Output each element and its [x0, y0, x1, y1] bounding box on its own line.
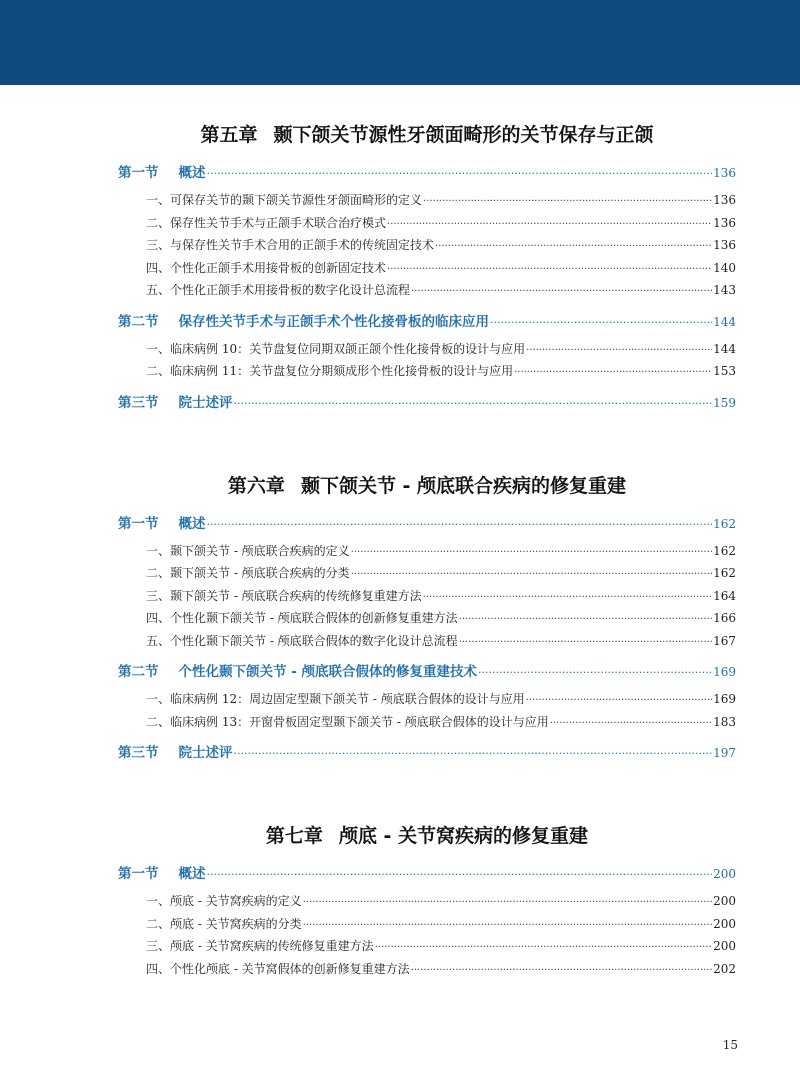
section-number: 第二节 — [118, 313, 159, 330]
section-page-number: 136 — [713, 166, 736, 180]
dot-leader — [207, 864, 713, 885]
item-page-number: 200 — [713, 916, 736, 931]
chapter-spacer — [118, 769, 736, 818]
dot-leader — [351, 564, 712, 585]
item-page-number: 143 — [713, 283, 736, 297]
item-title: 一、颅底 - 关节窝疾病的定义 — [146, 894, 302, 908]
chapter-title: 颞下颌关节 - 颅底联合疾病的修复重建 — [300, 474, 627, 497]
chapter-spacer — [118, 419, 736, 468]
item-page-number: 200 — [713, 939, 736, 953]
item-title: 四、个性化颞下颌关节 - 颅底联合假体的创新修复重建方法 — [146, 611, 458, 625]
dot-leader — [234, 743, 713, 764]
section-title: 概述 — [178, 515, 206, 532]
item-title: 二、颞下颌关节 - 颅底联合疾病的分类 — [146, 566, 350, 580]
dot-leader — [435, 236, 712, 257]
section-page-number: 162 — [713, 516, 736, 531]
toc-item-entry[interactable] — [118, 338, 736, 361]
chapter-heading — [118, 468, 736, 504]
toc-section-entry[interactable] — [118, 162, 736, 184]
item-page-number: 153 — [713, 364, 736, 378]
section-page-number: 197 — [713, 746, 736, 760]
section-page-number: 144 — [713, 314, 736, 329]
dot-leader — [303, 915, 712, 936]
item-page-number: 136 — [713, 193, 736, 207]
dot-leader — [459, 632, 712, 653]
dot-leader — [478, 662, 712, 683]
section-number: 第一节 — [118, 165, 159, 181]
section-title: 院士述评 — [178, 745, 233, 761]
section-number: 第一节 — [118, 515, 159, 532]
table-of-contents — [118, 117, 736, 980]
toc-item-entry[interactable] — [118, 913, 736, 936]
toc-section-entry[interactable] — [118, 392, 736, 414]
item-page-number: 200 — [713, 894, 736, 908]
dot-leader — [423, 191, 712, 212]
dot-leader — [351, 542, 712, 563]
item-title: 一、颞下颌关节 - 颅底联合疾病的定义 — [146, 543, 350, 558]
item-title: 一、临床病例 12：周边固定型颞下颌关节 - 颅底联合假体的设计与应用 — [146, 692, 525, 706]
section-number: 第三节 — [118, 394, 159, 411]
toc-item-entry[interactable] — [118, 360, 736, 383]
section-title: 保存性关节手术与正颌手术个性化接骨板的临床应用 — [178, 313, 489, 330]
dot-leader — [490, 312, 712, 333]
item-title: 四、个性化正颌手术用接骨板的创新固定技术 — [146, 260, 387, 275]
toc-item-entry[interactable] — [118, 890, 736, 913]
chapter-heading — [118, 117, 736, 153]
chapter-title: 颅底 - 关节窝疾病的修复重建 — [338, 825, 589, 847]
toc-section-entry[interactable] — [118, 742, 736, 764]
dot-leader — [459, 609, 712, 630]
dot-leader — [387, 259, 712, 280]
item-page-number: 183 — [713, 714, 736, 729]
toc-item-entry[interactable] — [118, 257, 736, 280]
item-title: 三、颞下颌关节 - 颅底联合疾病的传统修复重建方法 — [146, 588, 422, 603]
dot-leader — [411, 281, 712, 302]
section-page-number: 200 — [713, 867, 736, 881]
item-page-number: 167 — [713, 633, 736, 648]
item-title: 二、保存性关节手术与正颌手术联合治疗模式 — [146, 215, 387, 230]
toc-item-entry[interactable] — [118, 279, 736, 302]
toc-item-entry[interactable] — [118, 935, 736, 958]
chapter-title: 颞下颌关节源性牙颌面畸形的关节保存与正颌 — [273, 124, 654, 146]
dot-leader — [387, 214, 712, 235]
item-title: 三、与保存性关节手术合用的正颌手术的传统固定技术 — [146, 238, 435, 252]
page-number: 15 — [722, 1038, 738, 1052]
dot-leader — [375, 937, 712, 958]
toc-item-entry[interactable] — [118, 607, 736, 630]
item-page-number: 136 — [713, 215, 736, 230]
toc-item-entry[interactable] — [118, 630, 736, 653]
section-title: 院士述评 — [178, 394, 233, 411]
toc-section-entry[interactable] — [118, 513, 736, 535]
item-title: 一、临床病例 10：关节盘复位同期双颌正颌个性化接骨板的设计与应用 — [146, 341, 526, 356]
item-page-number: 140 — [713, 260, 736, 275]
toc-section-entry[interactable] — [118, 311, 736, 333]
toc-item-entry[interactable] — [118, 585, 736, 608]
item-page-number: 164 — [713, 588, 736, 603]
item-title: 四、个性化颅底 - 关节窝假体的创新修复重建方法 — [146, 961, 410, 976]
dot-leader — [526, 340, 712, 361]
toc-item-entry[interactable] — [118, 540, 736, 563]
header-band — [0, 0, 800, 85]
toc-item-entry[interactable] — [118, 688, 736, 711]
dot-leader — [303, 892, 712, 913]
item-page-number: 144 — [713, 341, 736, 356]
chapter-number: 第七章 — [265, 825, 323, 847]
chapter-number: 第五章 — [200, 124, 258, 146]
toc-section-entry[interactable] — [118, 661, 736, 683]
dot-leader — [234, 393, 713, 414]
item-page-number: 162 — [713, 543, 736, 558]
item-title: 二、颅底 - 关节窝疾病的分类 — [146, 916, 302, 931]
item-title: 二、临床病例 11：关节盘复位分期颏成形个性化接骨板的设计与应用 — [146, 364, 514, 378]
toc-item-entry[interactable] — [118, 562, 736, 585]
toc-item-entry[interactable] — [118, 212, 736, 235]
section-title: 概述 — [178, 165, 206, 181]
section-page-number: 159 — [713, 395, 736, 410]
dot-leader — [423, 587, 712, 608]
toc-item-entry[interactable] — [118, 711, 736, 734]
item-title: 五、个性化颞下颌关节 - 颅底联合假体的数字化设计总流程 — [146, 633, 458, 648]
toc-item-entry[interactable] — [118, 958, 736, 981]
section-number: 第一节 — [118, 866, 159, 882]
toc-section-entry[interactable] — [118, 863, 736, 885]
dot-leader — [550, 713, 712, 734]
dot-leader — [207, 163, 713, 184]
dot-leader — [411, 960, 712, 981]
dot-leader — [526, 690, 712, 711]
item-page-number: 166 — [713, 611, 736, 625]
item-title: 一、可保存关节的颞下颌关节源性牙颌面畸形的定义 — [146, 193, 423, 207]
dot-leader — [207, 514, 713, 535]
item-page-number: 202 — [713, 961, 736, 976]
item-title: 五、个性化正颌手术用接骨板的数字化设计总流程 — [146, 283, 411, 297]
item-title: 二、临床病例 13：开窗骨板固定型颞下颌关节 - 颅底联合假体的设计与应用 — [146, 714, 549, 729]
item-title: 三、颅底 - 关节窝疾病的传统修复重建方法 — [146, 939, 374, 953]
toc-item-entry[interactable] — [118, 234, 736, 257]
toc-item-entry[interactable] — [118, 189, 736, 212]
section-number: 第三节 — [118, 745, 159, 761]
item-page-number: 136 — [713, 238, 736, 252]
section-title: 个性化颞下颌关节 - 颅底联合假体的修复重建技术 — [178, 664, 478, 680]
chapter-number: 第六章 — [227, 474, 285, 497]
dot-leader — [514, 362, 712, 383]
item-page-number: 169 — [713, 692, 736, 706]
item-page-number: 162 — [713, 566, 736, 580]
chapter-heading — [118, 818, 736, 854]
section-page-number: 169 — [713, 665, 736, 679]
section-title: 概述 — [178, 866, 206, 882]
section-number: 第二节 — [118, 664, 159, 680]
